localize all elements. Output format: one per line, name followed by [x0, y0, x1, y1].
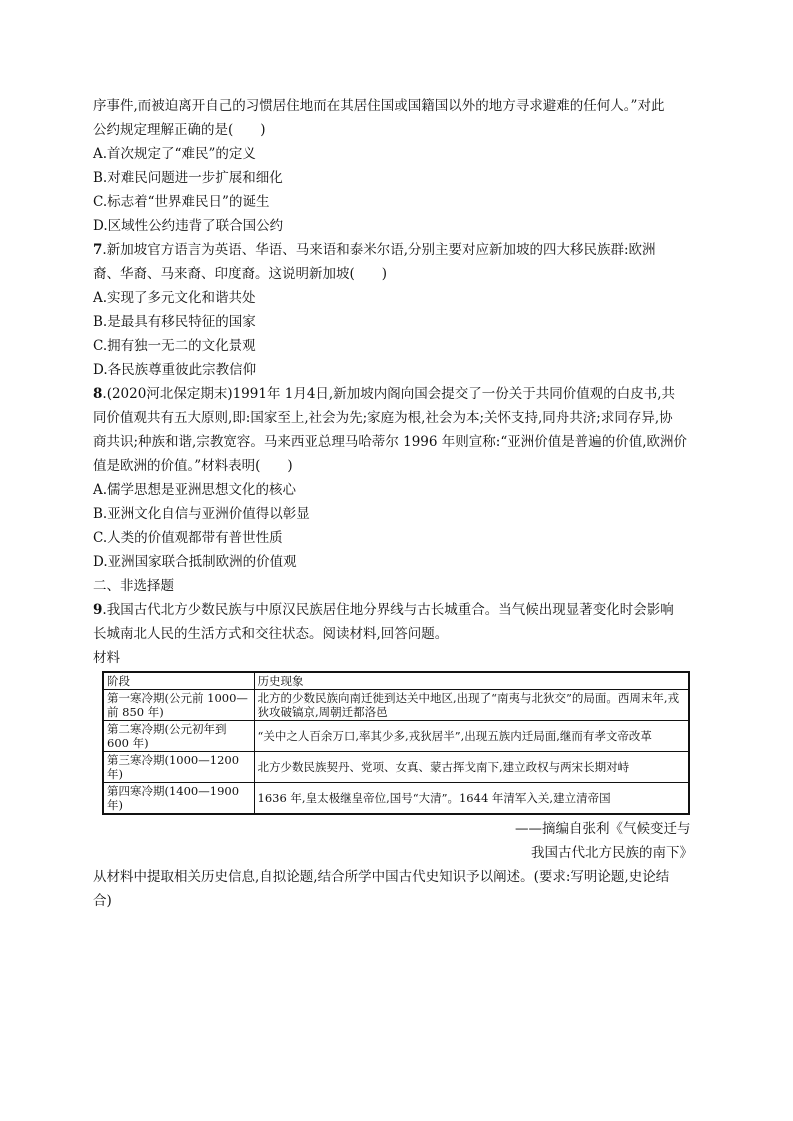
question-9: 9.我国古代北方少数民族与中原汉民族居住地分界线与古长城重合。当气候出现显著变化时会影响 [93, 602, 674, 618]
source-citation: 我国古代北方民族的南下》 [531, 845, 693, 861]
table-header-row [103, 672, 689, 690]
cell-event: 1636 年,皇太极继皇帝位,国号“大清”。1644 年清军入关,建立清帝国 [254, 783, 689, 815]
question-7: 7.新加坡官方语言为英语、华语、马来语和泰米尔语,分别主要对应新加坡的四大移民族群:欧洲 [93, 242, 656, 258]
option-a: A.儒学思想是亚洲思想文化的核心 [93, 482, 297, 498]
option-b: B.对难民问题进一步扩展和细化 [93, 170, 283, 186]
option-c: C.人类的价值观都带有普世性质 [93, 530, 283, 546]
header-stage: 阶段 [103, 672, 254, 690]
text-line: 裔、华裔、马来裔、印度裔。这说明新加坡( ) [93, 266, 388, 282]
question-prompt: 合) [93, 893, 112, 909]
header-event: 历史现象 [254, 672, 689, 690]
option-d: D.区域性公约违背了联合国公约 [93, 218, 284, 234]
text-line: 公约规定理解正确的是( ) [93, 122, 266, 138]
text-line: 商共识;种族和谐,宗教宽容。马来西亚总理马哈蒂尔 1996 年则宣称:“亚洲价值是普遍的价值,欧洲价 [93, 434, 688, 450]
option-c: C.标志着“世界难民日”的诞生 [93, 194, 270, 210]
material-label: 材料 [93, 650, 120, 666]
cell-event: 北方的少数民族向南迁徙到达关中地区,出现了“南夷与北狄交”的局面。西周末年,戎狄攻破镐京,周朝迁都洛邑 [254, 690, 689, 721]
cell-stage: 第四寒冷期(1400—1900 年) [103, 783, 254, 815]
option-d: D.亚洲国家联合抵制欧洲的价值观 [93, 554, 297, 570]
text-line: 长城南北人民的生活方式和交往状态。阅读材料,回答问题。 [93, 626, 449, 642]
cell-stage: 第二寒冷期(公元初年到 600 年) [103, 721, 254, 752]
table-row [103, 752, 689, 783]
question-8: 8.(2020河北保定期末)1991年 1月4日,新加坡内阁向国会提交了一份关于共同价值观的白皮书,共 [93, 386, 675, 402]
cell-stage: 第一寒冷期(公元前 1000—前 850 年) [103, 690, 254, 721]
option-d: D.各民族尊重彼此宗教信仰 [93, 362, 257, 378]
option-c: C.拥有独一无二的文化景观 [93, 338, 256, 354]
section-heading: 二、非选择题 [93, 578, 174, 594]
history-table [102, 671, 690, 815]
option-b: B.是最具有移民特征的国家 [93, 314, 256, 330]
question-prompt: 从材料中提取相关历史信息,自拟论题,结合所学中国古代史知识予以阐述。(要求:写明论题,史论结 [93, 869, 670, 885]
cell-event: 北方少数民族契丹、党项、女真、蒙古挥戈南下,建立政权与两宋长期对峙 [254, 752, 689, 783]
source-citation: ——摘编自张利《气候变迁与 [515, 821, 691, 837]
option-b: B.亚洲文化自信与亚洲价值得以彰显 [93, 506, 310, 522]
cell-event: “关中之人百余万口,率其少多,戎狄居半”,出现五族内迁局面,继而有孝文帝改革 [254, 721, 689, 752]
table-row [103, 783, 689, 815]
text-line: 值是欧洲的价值。”材料表明( ) [93, 458, 293, 474]
text-line: 同价值观共有五大原则,即:国家至上,社会为先;家庭为根,社会为本;关怀支持,同舟共济;求同存异,协 [93, 410, 673, 426]
option-a: A.实现了多元文化和谐共处 [93, 290, 256, 306]
option-a: A.首次规定了“难民”的定义 [93, 146, 256, 162]
cell-stage: 第三寒冷期(1000—1200 年) [103, 752, 254, 783]
table-row [103, 690, 689, 721]
text-line: 序事件,而被迫离开自己的习惯居住地而在其居住国或国籍国以外的地方寻求避难的任何人。”对此 [93, 98, 665, 114]
table-row [103, 721, 689, 752]
